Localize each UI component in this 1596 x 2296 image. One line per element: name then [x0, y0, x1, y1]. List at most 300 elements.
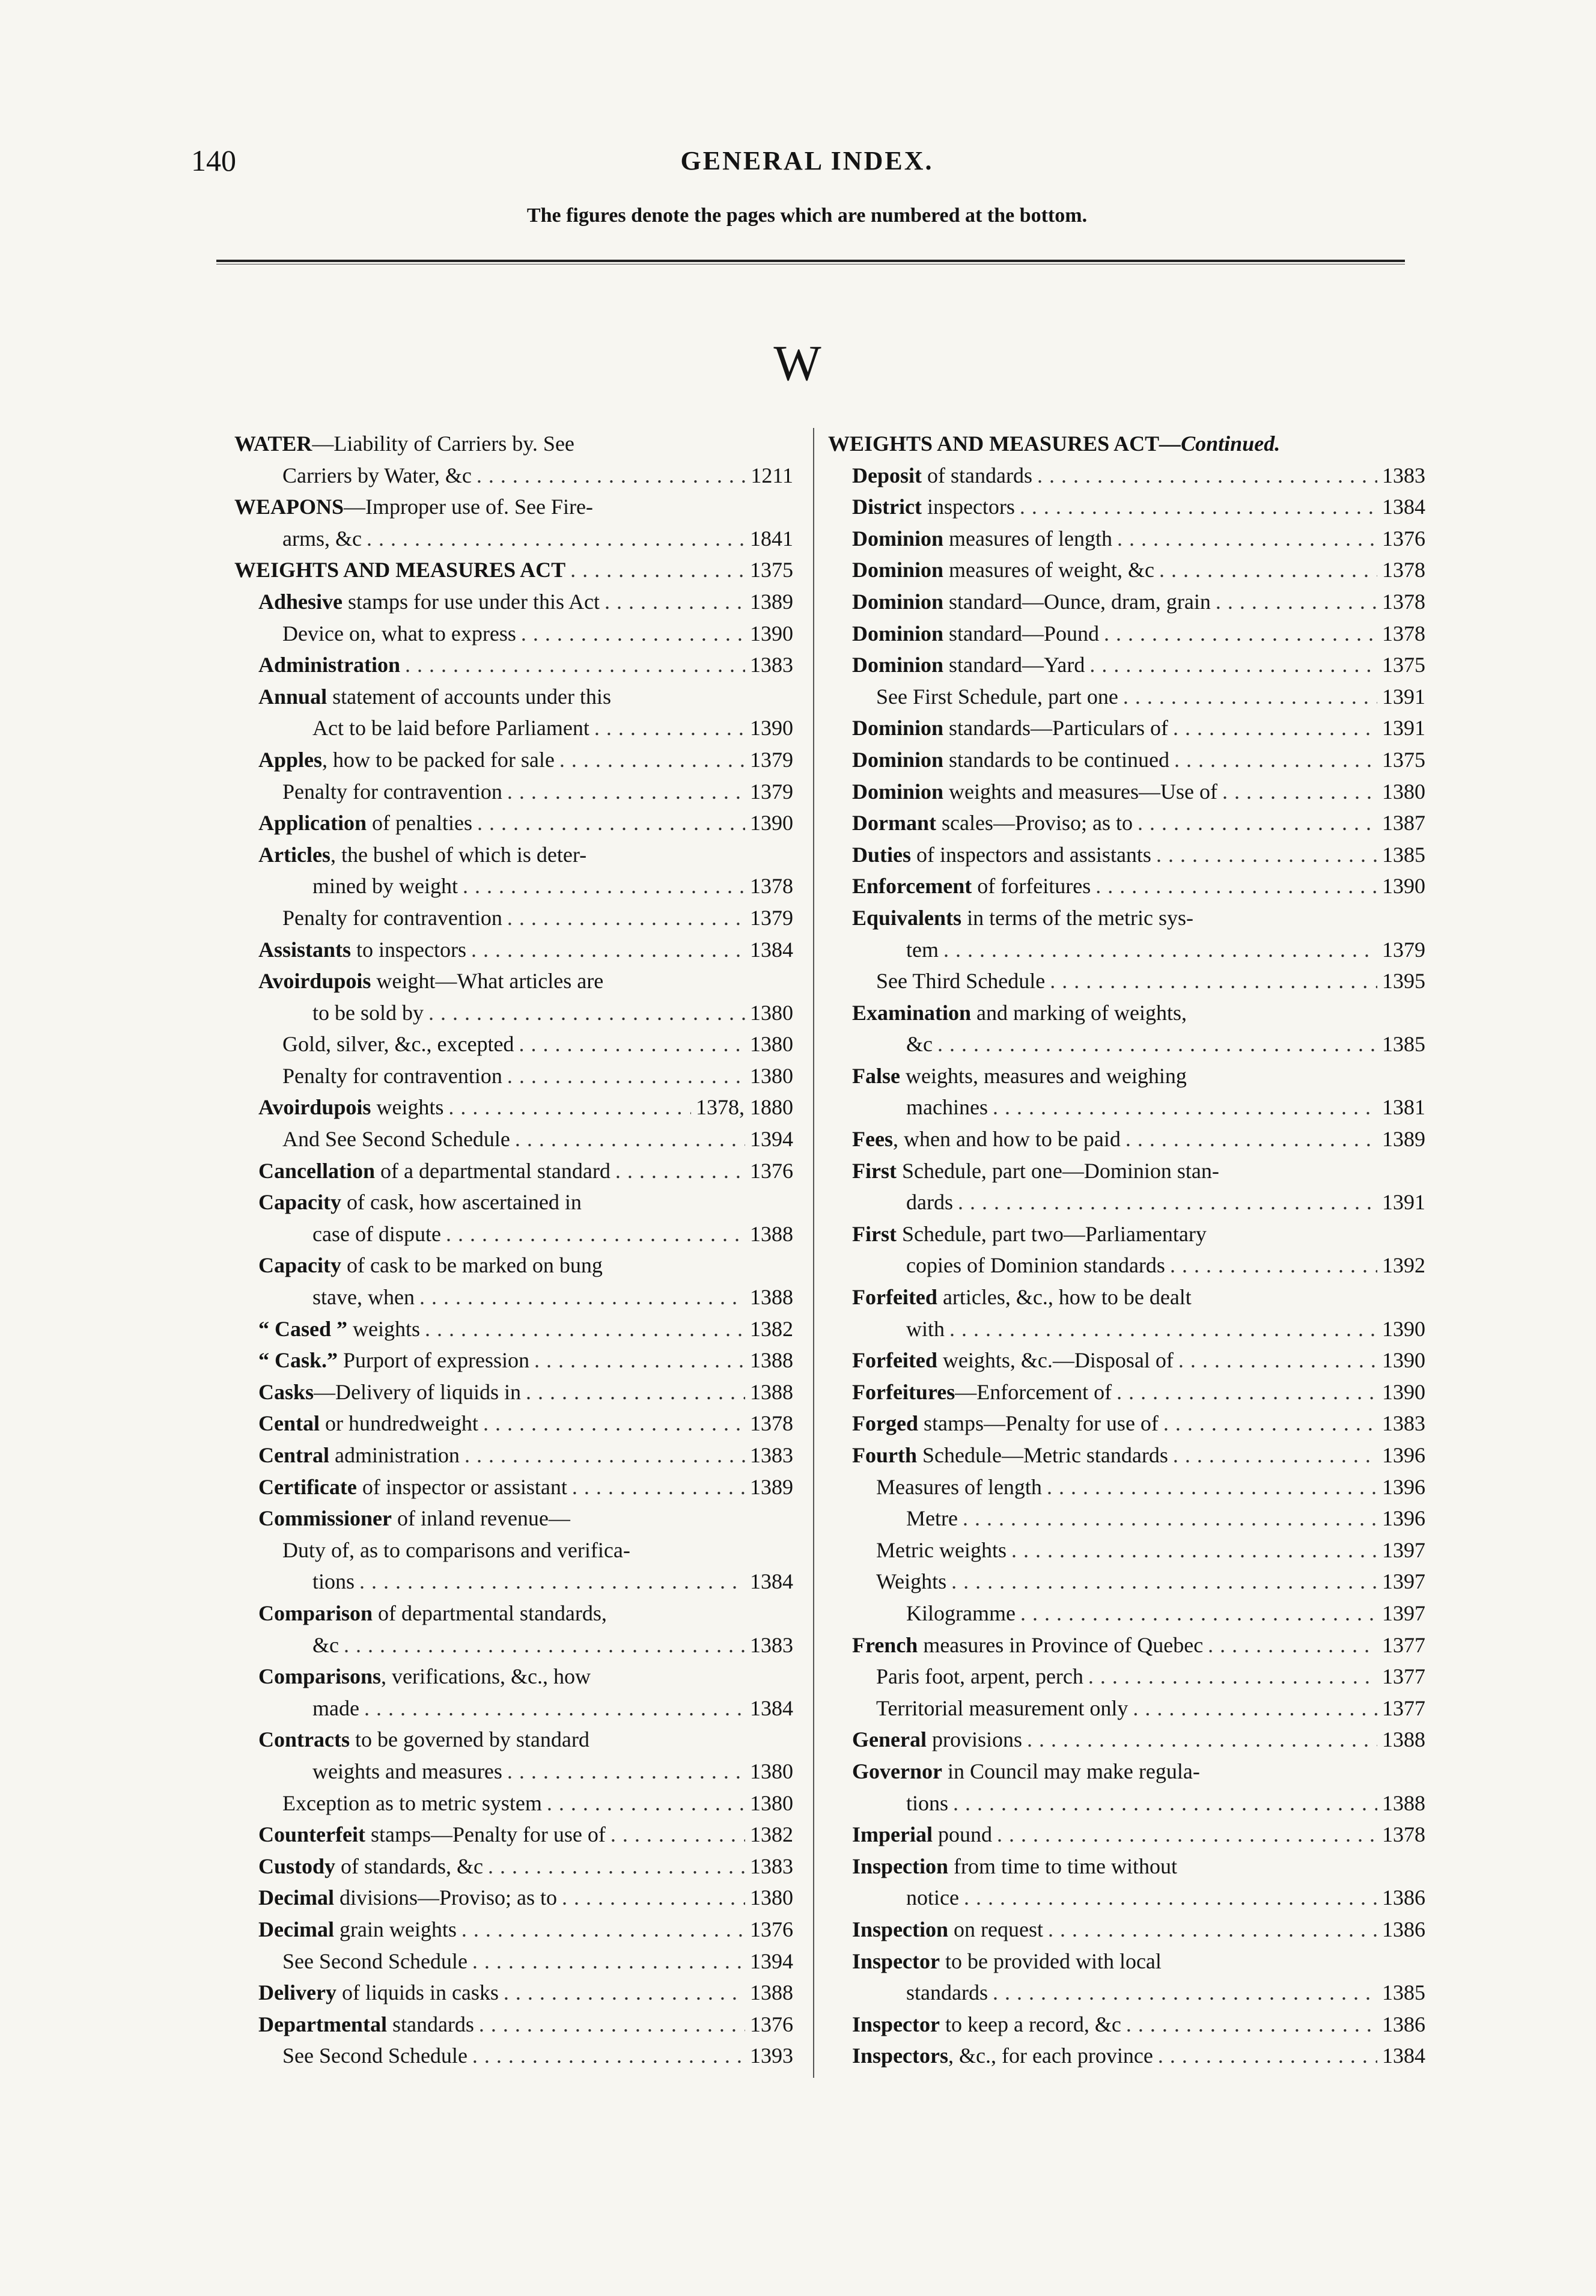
entry-text	[852, 1218, 1207, 1250]
entry-text	[258, 681, 611, 713]
leader-dots	[504, 1977, 745, 2009]
entry-description: of liquids in casks	[336, 1980, 499, 2005]
entry-description: See Second Schedule	[282, 1949, 468, 1973]
index-entry	[828, 744, 1425, 776]
index-entry	[828, 1693, 1425, 1724]
index-entry	[828, 649, 1425, 681]
leader-dots	[1178, 1345, 1377, 1376]
entry-description: of standards	[922, 463, 1032, 487]
entry-description: to be provided with local	[940, 1949, 1162, 1973]
entry-description: Penalty for contravention	[282, 779, 502, 804]
entry-text	[258, 965, 603, 997]
entry-description: weight—What articles are	[371, 969, 604, 994]
leader-dots	[1138, 807, 1377, 839]
entry-description: measures in Province of Quebec	[918, 1632, 1204, 1657]
leader-dots	[1088, 1661, 1377, 1693]
leader-dots	[463, 870, 745, 902]
index-entry	[234, 1788, 793, 1819]
entry-description: Paris foot, arpent, perch	[876, 1664, 1083, 1689]
entry-description: Device on, what to express	[282, 621, 516, 646]
entry-description: standard—Yard	[943, 653, 1085, 677]
index-entry	[828, 997, 1425, 1029]
index-entry	[234, 1693, 793, 1724]
leader-dots	[949, 1313, 1377, 1345]
leader-dots	[953, 1788, 1377, 1819]
entry-keyword: “ Cask.”	[258, 1348, 338, 1373]
entry-page-number: 1375	[750, 558, 793, 582]
entry-text	[906, 1250, 1165, 1281]
entry-text	[258, 2009, 474, 2041]
entry-description: on request	[948, 1917, 1043, 1941]
entry-text	[258, 586, 600, 618]
entry-page-number: 1381	[1382, 1095, 1425, 1120]
entry-text	[258, 1155, 611, 1187]
entry-page-number: 1390	[750, 621, 793, 646]
entry-text	[282, 1060, 502, 1092]
entry-page-number: 1388	[750, 1379, 793, 1404]
entry-page-number: 1390	[1382, 1379, 1425, 1404]
entry-keyword: First	[852, 1221, 897, 1246]
leader-dots	[562, 1882, 745, 1914]
leader-dots	[1173, 1440, 1377, 1471]
entry-page-number: 1394	[750, 1127, 793, 1152]
entry-text	[876, 1566, 946, 1598]
index-entry	[234, 839, 793, 871]
entry-description: standards to be continued	[943, 747, 1169, 772]
index-entry	[828, 681, 1425, 713]
entry-keyword: Cancellation	[258, 1158, 375, 1183]
entry-keyword: Counterfeit	[258, 1822, 365, 1847]
index-entry	[234, 586, 793, 618]
entry-page-number: 1397	[1382, 1569, 1425, 1594]
entry-text	[876, 1471, 1042, 1503]
leader-dots	[344, 1629, 745, 1661]
leader-dots	[479, 2009, 745, 2041]
leader-dots	[1027, 1724, 1377, 1756]
entry-text	[258, 1503, 570, 1534]
entry-keyword: General	[852, 1727, 927, 1752]
entry-text	[258, 649, 400, 681]
entry-text	[312, 870, 458, 902]
index-entry	[828, 1534, 1425, 1566]
entry-description: inspectors	[921, 495, 1015, 519]
entry-page-number: 1383	[750, 1854, 793, 1878]
index-entry	[828, 1376, 1425, 1408]
index-entry	[234, 618, 793, 650]
entry-keyword: Assistants	[258, 937, 352, 962]
index-entry	[828, 1123, 1425, 1155]
entry-text	[852, 807, 1133, 839]
entry-keyword: Dominion	[852, 747, 944, 772]
entry-keyword: Custody	[258, 1854, 336, 1878]
index-entry	[234, 1123, 793, 1155]
entry-description: Exception as to metric system	[282, 1791, 542, 1815]
entry-description: to inspectors	[351, 937, 467, 962]
entry-text	[312, 1566, 355, 1598]
index-entry	[828, 1977, 1425, 2009]
entry-page-number: 1385	[1382, 1980, 1425, 2005]
entry-page-number: 1211	[751, 463, 793, 487]
leader-dots	[1048, 1914, 1377, 1946]
entry-page-number: 1385	[1382, 1032, 1425, 1057]
index-entry	[234, 1155, 793, 1187]
entry-description: arms, &c	[282, 526, 362, 551]
entry-description: Measures of length	[876, 1474, 1042, 1499]
leader-dots	[615, 1155, 745, 1187]
entry-page-number: 1391	[1382, 1190, 1425, 1215]
entry-page-number: 1378	[750, 1411, 793, 1436]
leader-dots	[1125, 1123, 1377, 1155]
entry-keyword: Casks	[258, 1379, 314, 1404]
leader-dots	[964, 1882, 1377, 1914]
entry-text	[852, 870, 1091, 902]
entry-text	[258, 1819, 606, 1851]
index-entry	[234, 870, 793, 902]
entry-keyword: Dominion	[852, 526, 944, 551]
entry-text	[282, 902, 502, 934]
entry-text	[852, 1281, 1192, 1313]
leader-dots	[471, 934, 745, 966]
entry-description: with	[906, 1316, 945, 1341]
entry-keyword: False	[852, 1063, 900, 1088]
entry-page-number: 1379	[1382, 937, 1425, 962]
leader-dots	[997, 1819, 1377, 1851]
index-entry	[234, 712, 793, 744]
entry-page-number: 1391	[1382, 716, 1425, 740]
index-entry	[828, 523, 1425, 555]
entry-keyword: WEAPONS	[234, 495, 344, 519]
entry-keyword: Contracts	[258, 1727, 350, 1752]
entry-keyword: French	[852, 1632, 918, 1657]
index-entry	[234, 1977, 793, 2009]
entry-description: measures of length	[943, 526, 1112, 551]
entry-page-number: 1380	[750, 1885, 793, 1910]
entry-text	[234, 491, 593, 523]
entry-keyword: Cental	[258, 1411, 320, 1436]
leader-dots	[1216, 586, 1377, 618]
page-subtitle: The figures denote the pages which are numbered at the bottom.	[526, 204, 1088, 227]
entry-description: —Continued.	[1159, 432, 1281, 456]
entry-text	[312, 997, 424, 1029]
entry-description: mined by weight	[312, 874, 458, 899]
entry-description: Metre	[906, 1506, 958, 1531]
index-entry	[828, 1882, 1425, 1914]
entry-description: Kilogramme	[906, 1601, 1016, 1625]
entry-page-number: 1380	[750, 1032, 793, 1057]
index-entry	[234, 460, 793, 492]
entry-description: , &c., for each province	[948, 2044, 1153, 2068]
entry-description: weights	[347, 1316, 421, 1341]
entry-page-number: 1390	[750, 811, 793, 835]
index-entry	[234, 1471, 793, 1503]
entry-description: weights, &c.—Disposal of	[937, 1348, 1174, 1373]
entry-text	[852, 902, 1193, 934]
index-entry	[234, 491, 793, 523]
entry-text	[852, 649, 1085, 681]
index-entry	[828, 554, 1425, 586]
index-entry	[234, 2040, 793, 2072]
entry-text	[258, 1977, 499, 2009]
leader-dots	[477, 807, 745, 839]
entry-keyword: Decimal	[258, 1885, 334, 1910]
leader-dots	[359, 1566, 745, 1598]
entry-description: divisions—Proviso; as to	[334, 1885, 557, 1910]
leader-dots	[951, 1566, 1377, 1598]
entry-page-number: 1376	[750, 2012, 793, 2036]
leader-dots	[483, 1408, 745, 1440]
index-entry	[828, 965, 1425, 997]
entry-description: Schedule—Metric standards	[917, 1443, 1168, 1467]
index-entry	[234, 776, 793, 808]
entry-text	[906, 1788, 948, 1819]
index-entry	[234, 1566, 793, 1598]
entry-keyword: First	[852, 1158, 897, 1183]
leader-dots	[963, 1503, 1377, 1534]
entry-text	[876, 1693, 1128, 1724]
entry-description: pound	[932, 1822, 992, 1847]
entry-text	[852, 1060, 1187, 1092]
entry-page-number: 1388	[1382, 1727, 1425, 1752]
header-rule	[216, 260, 1405, 264]
entry-page-number: 1382	[750, 1822, 793, 1847]
entry-text	[258, 1598, 607, 1629]
entry-page-number: 1377	[1382, 1664, 1425, 1689]
entry-page-number: 1382	[750, 1316, 793, 1341]
leader-dots	[1159, 554, 1377, 586]
entry-description: tions	[906, 1791, 949, 1815]
index-entry	[828, 2040, 1425, 2072]
entry-page-number: 1383	[1382, 463, 1425, 487]
entry-description: of inland revenue—	[391, 1506, 570, 1531]
leader-dots	[1089, 649, 1377, 681]
index-entry	[234, 1313, 793, 1345]
index-entry	[234, 1408, 793, 1440]
entry-page-number: 1375	[1382, 653, 1425, 677]
leader-dots	[419, 1281, 745, 1313]
entry-description: , the bushel of which is deter-	[330, 842, 587, 867]
entry-keyword: Imperial	[852, 1822, 933, 1847]
leader-dots	[519, 1028, 745, 1060]
entry-text	[852, 1629, 1203, 1661]
index-entry	[828, 1851, 1425, 1882]
entry-text	[852, 2009, 1121, 2041]
entry-description: of departmental standards,	[373, 1601, 607, 1625]
entry-keyword: Capacity	[258, 1253, 341, 1278]
entry-page-number: 1383	[750, 1443, 793, 1467]
entry-description: grain weights	[334, 1917, 457, 1941]
index-entry	[828, 1598, 1425, 1629]
leader-dots	[1104, 618, 1377, 650]
index-entry	[234, 902, 793, 934]
leader-dots	[472, 1946, 745, 1977]
entry-page-number: 1377	[1382, 1696, 1425, 1720]
entry-text	[852, 2040, 1153, 2072]
leader-dots	[461, 1914, 745, 1946]
entry-text	[852, 1851, 1177, 1882]
entry-keyword: Fees	[852, 1127, 893, 1152]
entry-page-number: 1387	[1382, 811, 1425, 835]
index-entry	[234, 649, 793, 681]
entry-description: And See Second Schedule	[282, 1127, 510, 1152]
entry-page-number: 1378	[1382, 589, 1425, 614]
index-entry	[828, 586, 1425, 618]
entry-page-number: 1376	[750, 1158, 793, 1183]
entry-text	[852, 712, 1168, 744]
entry-text	[852, 554, 1154, 586]
index-entry	[234, 1281, 793, 1313]
entry-text	[852, 1408, 1159, 1440]
entry-page-number: 1386	[1382, 1917, 1425, 1941]
entry-text	[876, 681, 1118, 713]
index-entry	[234, 1376, 793, 1408]
index-entry	[828, 1155, 1425, 1187]
entry-text	[852, 1819, 992, 1851]
index-entry	[828, 1060, 1425, 1092]
entry-page-number: 1396	[1382, 1474, 1425, 1499]
entry-text	[234, 428, 574, 460]
index-entry	[234, 1092, 793, 1123]
entry-description: Penalty for contravention	[282, 1063, 502, 1088]
entry-keyword: Application	[258, 811, 367, 835]
index-entry	[828, 460, 1425, 492]
index-entry	[234, 554, 793, 586]
entry-text	[852, 1155, 1219, 1187]
entry-description: Carriers by Water, &c	[282, 463, 472, 487]
entry-description: of standards, &c	[335, 1854, 483, 1878]
entry-text	[258, 1250, 603, 1281]
entry-description: of cask, how ascertained in	[341, 1190, 582, 1215]
entry-description: tions	[312, 1569, 355, 1594]
index-entry	[828, 1345, 1425, 1376]
leader-dots	[570, 554, 745, 586]
index-entry	[828, 1503, 1425, 1534]
entry-page-number: 1379	[750, 905, 793, 930]
entry-text	[258, 1313, 420, 1345]
page-header	[191, 143, 1423, 191]
entry-description: in Council may make regula-	[942, 1759, 1200, 1783]
leader-dots	[1011, 1534, 1377, 1566]
entry-keyword: Fourth	[852, 1443, 917, 1467]
entry-description: articles, &c., how to be dealt	[937, 1285, 1192, 1310]
entry-description: administration	[329, 1443, 460, 1467]
column-divider	[813, 428, 814, 2078]
entry-page-number: 1378	[1382, 621, 1425, 646]
index-entry	[234, 997, 793, 1029]
index-entry	[234, 934, 793, 966]
entry-description: See First Schedule, part one	[876, 684, 1118, 709]
entry-keyword: Certificate	[258, 1474, 357, 1499]
index-entry	[828, 807, 1425, 839]
leader-dots	[1174, 744, 1377, 776]
entry-description: of penalties	[367, 811, 472, 835]
index-entry	[828, 1092, 1425, 1123]
index-entry	[828, 1028, 1425, 1060]
index-entry	[234, 1819, 793, 1851]
entry-description: to be sold by	[312, 1000, 424, 1025]
entry-keyword: Forfeited	[852, 1285, 937, 1310]
entry-page-number: 1384	[750, 1696, 793, 1720]
leader-dots	[507, 776, 745, 808]
entry-text	[852, 1440, 1168, 1471]
entry-text	[258, 1471, 567, 1503]
entry-text	[852, 1376, 1112, 1408]
entry-text	[258, 1914, 457, 1946]
index-entry	[828, 1724, 1425, 1756]
entry-keyword: Examination	[852, 1000, 972, 1025]
leader-dots	[1163, 1408, 1377, 1440]
entry-text	[906, 1503, 958, 1534]
index-entry	[828, 1788, 1425, 1819]
index-entry	[234, 523, 793, 555]
entry-page-number: 1377	[1382, 1632, 1425, 1657]
leader-dots	[515, 1123, 745, 1155]
leader-dots	[1222, 776, 1377, 808]
index-entry	[234, 1186, 793, 1218]
entry-description: Territorial measurement only	[876, 1696, 1128, 1720]
leader-dots	[446, 1218, 745, 1250]
entry-page-number: 1378	[1382, 558, 1425, 582]
leader-dots	[364, 1693, 745, 1724]
leader-dots	[425, 1313, 745, 1345]
entry-text	[876, 1534, 1007, 1566]
entry-page-number: 1380	[1382, 779, 1425, 804]
entry-description: , how to be packed for sale	[322, 747, 555, 772]
entry-text	[852, 523, 1112, 555]
index-entry	[234, 1724, 793, 1756]
leader-dots	[1020, 1598, 1377, 1629]
entry-page-number: 1380	[750, 1759, 793, 1783]
entry-page-number: 1390	[1382, 874, 1425, 899]
entry-description: provisions	[926, 1727, 1022, 1752]
entry-keyword: Avoirdupois	[258, 969, 371, 994]
entry-text	[312, 1218, 441, 1250]
entry-description: measures of weight, &c	[943, 558, 1154, 582]
index-entry	[234, 1598, 793, 1629]
leader-dots	[1170, 1250, 1377, 1281]
entry-page-number: 1378, 1880	[696, 1095, 793, 1120]
index-column-left	[234, 428, 793, 2072]
entry-keyword: “ Cased ”	[258, 1316, 348, 1341]
entry-text	[258, 807, 472, 839]
entry-keyword: WEIGHTS AND MEASURES ACT	[234, 558, 566, 582]
entry-description: standard—Pound	[943, 621, 1100, 646]
entry-text	[258, 1882, 557, 1914]
entry-description: —Enforcement of	[955, 1379, 1112, 1404]
entry-description: —Liability of Carriers by. See	[312, 432, 574, 456]
leader-dots	[1126, 2009, 1377, 2041]
entry-description: of forfeitures	[972, 874, 1091, 899]
entry-page-number: 1841	[750, 526, 793, 551]
entry-page-number: 1383	[750, 653, 793, 677]
entry-keyword: Delivery	[258, 1980, 337, 2005]
entry-text	[282, 1946, 468, 1977]
entry-page-number: 1380	[750, 1063, 793, 1088]
leader-dots	[1116, 1376, 1377, 1408]
index-entry	[828, 934, 1425, 966]
entry-page-number: 1397	[1382, 1601, 1425, 1625]
entry-keyword: Forfeitures	[852, 1379, 955, 1404]
entry-keyword: Adhesive	[258, 589, 343, 614]
entry-text	[312, 1629, 339, 1661]
entry-page-number: 1384	[750, 937, 793, 962]
entry-page-number: 1388	[750, 1285, 793, 1310]
index-entry	[828, 712, 1425, 744]
entry-page-number: 1375	[1382, 747, 1425, 772]
entry-text	[234, 554, 565, 586]
index-entry	[828, 1756, 1425, 1788]
leader-dots	[472, 2040, 745, 2072]
entry-description: stave, when	[312, 1285, 415, 1310]
